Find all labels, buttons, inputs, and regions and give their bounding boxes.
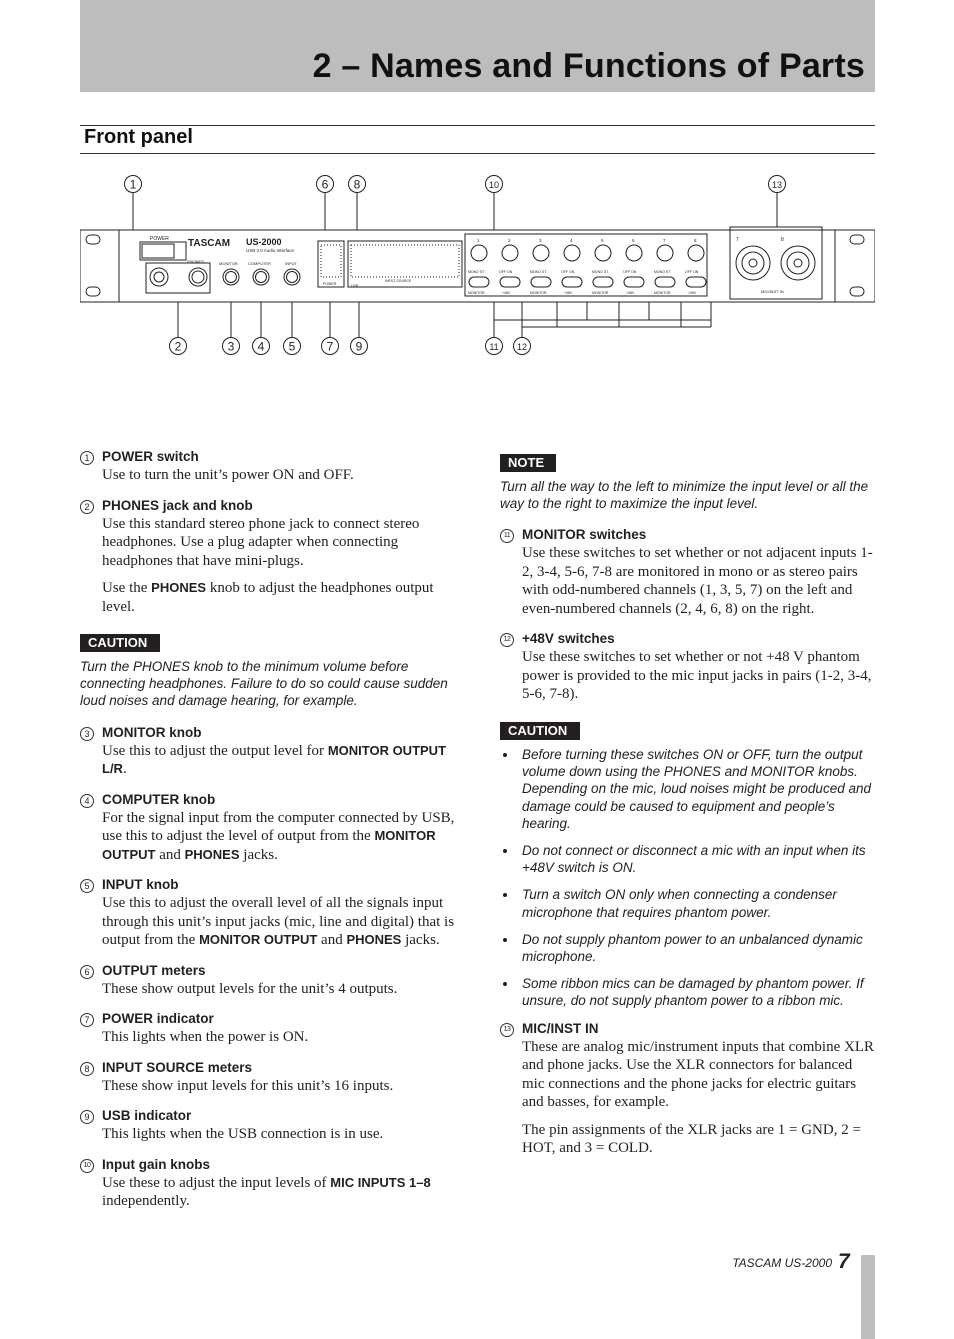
callout-6 (317, 176, 334, 193)
item-text: Use this to adjust the overall level of all the signals input through this unit’s input jacks (mic, line and digital) that is output from the MONITOR OUTPUT and PHONES jacks. (102, 895, 455, 949)
item-title: OUTPUT meters (102, 962, 206, 978)
svg-text:OFF ON: OFF ON (561, 270, 575, 274)
caution-label: CAUTION (500, 722, 580, 740)
item-number: 4 (80, 794, 94, 808)
chapter-header-bar (80, 0, 875, 92)
item-number: 13 (500, 1023, 514, 1037)
item-number: 3 (80, 727, 94, 741)
item-monitor-knob (80, 724, 465, 779)
section-rule-top (80, 125, 875, 126)
caution-box-2 (500, 716, 875, 1010)
item-monitor-switches (500, 526, 875, 618)
item-number: 12 (500, 633, 514, 647)
svg-text:MONITOR: MONITOR (468, 291, 485, 295)
item-title: PHONES jack and knob (102, 497, 253, 513)
item-text: Use this standard stereo phone jack to connect stereo headphones. Use a plug adapter when connecting headphones that have mini-plugs. (102, 515, 420, 569)
item-text: For the signal input from the computer connected by USB, use this to adjust the level of output from the MONITOR OUTPUT and PHONES jacks. (102, 809, 455, 863)
callout-1 (125, 176, 142, 193)
item-48v-switches (500, 630, 875, 704)
svg-text:7: 7 (663, 238, 666, 243)
svg-text:11: 11 (489, 342, 499, 352)
svg-text:4: 4 (570, 238, 573, 243)
svg-text:7: 7 (736, 237, 739, 243)
bullet-icon (503, 849, 507, 853)
item-power-indicator (80, 1010, 465, 1047)
item-input-knob (80, 876, 465, 950)
right-column (500, 448, 875, 1170)
item-mic-inst-in (500, 1020, 875, 1158)
svg-text:9: 9 (355, 339, 363, 354)
item-number: 11 (500, 529, 514, 543)
item-text: This lights when the power is ON. (102, 1029, 309, 1046)
svg-text:3: 3 (539, 238, 542, 243)
caution-bullet: Turn a switch ON only when connecting a condenser microphone that requires phantom power. (500, 886, 875, 920)
svg-text:MIC/INST IN: MIC/INST IN (761, 289, 784, 294)
svg-text:1: 1 (477, 238, 480, 243)
svg-text:+48V: +48V (502, 291, 511, 295)
item-title: INPUT SOURCE meters (102, 1059, 253, 1075)
svg-text:OFF ON: OFF ON (623, 270, 637, 274)
svg-text:POWER: POWER (323, 282, 337, 286)
item-title: USB indicator (102, 1108, 192, 1124)
svg-text:MONO ST: MONO ST (468, 270, 485, 274)
callout-10 (486, 176, 503, 193)
item-title: INPUT knob (102, 877, 179, 893)
svg-text:13: 13 (771, 180, 783, 190)
svg-text:USB: USB (351, 284, 359, 288)
item-title: POWER switch (102, 449, 199, 464)
svg-text:OFF ON: OFF ON (685, 270, 699, 274)
item-text: Use this to adjust the output level for MONITOR OUTPUT L/R. (102, 742, 447, 778)
callout-7 (322, 338, 339, 355)
item-computer-knob (80, 791, 465, 865)
bullet-icon (503, 893, 507, 897)
svg-text:2: 2 (508, 238, 511, 243)
svg-text:MONITOR: MONITOR (530, 291, 547, 295)
item-title: MONITOR knob (102, 724, 202, 740)
svg-text:7: 7 (326, 339, 334, 354)
item-text: These show output levels for the unit’s 4 outputs. (102, 980, 398, 997)
svg-text:6: 6 (632, 238, 635, 243)
item-title: COMPUTER knob (102, 791, 216, 807)
callout-12 (514, 338, 531, 355)
item-power-switch (80, 448, 465, 485)
note-label: NOTE (500, 454, 556, 472)
svg-text:12: 12 (516, 342, 528, 352)
callout-11 (486, 338, 503, 355)
svg-text:MONITOR: MONITOR (654, 291, 671, 295)
caution-box-1 (80, 628, 465, 710)
svg-text:INPUT: INPUT (285, 261, 297, 266)
caution-bullet-list (500, 746, 875, 1010)
svg-text:TASCAM: TASCAM (188, 238, 231, 249)
svg-text:PHONES: PHONES (187, 259, 204, 264)
svg-text:COMPUTER: COMPUTER (248, 261, 271, 266)
svg-text:2: 2 (174, 339, 182, 354)
svg-text:10: 10 (488, 180, 500, 190)
svg-text:MONO ST: MONO ST (530, 270, 547, 274)
caution-bullet: Do not connect or disconnect a mic with an input when its +48V switch is ON. (500, 842, 875, 876)
section-rule-bottom (80, 153, 875, 154)
svg-text:3: 3 (227, 339, 235, 354)
footer-brand-model: TASCAM US-2000 (732, 1256, 832, 1270)
svg-text:INPUT SOURCE: INPUT SOURCE (385, 279, 412, 283)
svg-text:5: 5 (288, 339, 296, 354)
item-text: Use to turn the unit’s power ON and OFF. (102, 467, 354, 483)
svg-text:4: 4 (257, 339, 265, 354)
callout-4 (253, 338, 270, 355)
svg-text:OFF ON: OFF ON (499, 270, 513, 274)
caution-bullet: Before turning these switches ON or OFF, turn the output volume down using the PHONES and MONITOR knobs. Depending on the mic, loud noises might be produced and damage could be caused to equipment and people’s hearing. (500, 746, 875, 832)
footer-tab-bar (861, 1255, 875, 1339)
note-text: Turn all the way to the left to minimize the input level or all the way to the right to maximize the input level. (500, 479, 869, 512)
item-input-gain-knobs (80, 1156, 465, 1211)
chapter-title: 2 – Names and Functions of Parts (312, 47, 865, 85)
svg-text:8: 8 (781, 237, 784, 243)
caution-bullet: Some ribbon mics can be damaged by phantom power. If unsure, do not supply phantom power to a ribbon mic. (500, 975, 875, 1009)
front-panel-diagram (80, 165, 875, 365)
item-title: POWER indicator (102, 1011, 214, 1027)
svg-text:POWER: POWER (150, 236, 169, 242)
item-number: 6 (80, 965, 94, 979)
page-number: 7 (838, 1250, 850, 1273)
svg-text:1: 1 (129, 177, 137, 192)
svg-text:8: 8 (694, 238, 697, 243)
svg-text:6: 6 (321, 177, 329, 192)
item-number: 8 (80, 1062, 94, 1076)
section-title: Front panel (84, 126, 193, 148)
callout-8 (349, 176, 366, 193)
item-number: 5 (80, 879, 94, 893)
item-text: This lights when the USB connection is in use. (102, 1126, 384, 1143)
callout-13 (769, 176, 786, 193)
left-column (80, 448, 465, 1223)
item-text: These are analog mic/instrument inputs that combine XLR and phone jacks. Use the XLR connectors for balanced mic connections and the phone jacks for electric guitars and basses, for example. (522, 1038, 874, 1111)
item-number: 1 (80, 451, 94, 465)
item-number: 2 (80, 500, 94, 514)
bullet-icon (503, 982, 507, 986)
svg-text:MONITOR: MONITOR (219, 261, 238, 266)
item-text: Use these switches to set whether or not +48 V phantom power is provided to the mic input jacks in pairs (1-2, 3-4, 5-6, 7-8). (522, 649, 872, 703)
caution-label: CAUTION (80, 634, 160, 652)
note-box (500, 448, 875, 512)
item-number: 9 (80, 1110, 94, 1124)
svg-text:+48V: +48V (688, 291, 697, 295)
bullet-icon (503, 938, 507, 942)
svg-text:MONITOR: MONITOR (592, 291, 609, 295)
caution-bullet: Do not supply phantom power to an unbalanced dynamic microphone. (500, 931, 875, 965)
item-input-source-meters (80, 1059, 465, 1096)
item-title: +48V switches (522, 631, 615, 647)
callout-3 (223, 338, 240, 355)
svg-text:USB 2.0 Audio Interface: USB 2.0 Audio Interface (246, 248, 295, 253)
item-text-2: Use the PHONES knob to adjust the headphones output level. (102, 580, 434, 615)
item-phones (80, 497, 465, 617)
item-title: MIC/INST IN (522, 1020, 599, 1036)
item-text: These show input levels for this unit’s 16 inputs. (102, 1077, 394, 1094)
item-text: Use these switches to set whether or not adjacent inputs 1-2, 3-4, 5-6, 7-8 are monitored in mono or as stereo pairs with odd-numbered channels (1, 3, 5, 7) on the left and even-numbered channels (2, 4, 6, 8) on the right. (522, 545, 873, 617)
svg-text:+48V: +48V (564, 291, 573, 295)
item-title: MONITOR switches (522, 527, 647, 543)
svg-text:8: 8 (353, 177, 361, 192)
svg-text:MONO ST: MONO ST (654, 270, 671, 274)
item-number: 7 (80, 1013, 94, 1027)
callout-2 (170, 338, 187, 355)
caution-text: Turn the PHONES knob to the minimum volume before connecting headphones. Failure to do so could cause sudden loud noises and damage hearing, for example. (80, 659, 448, 709)
svg-text:MONO ST: MONO ST (592, 270, 609, 274)
item-usb-indicator (80, 1107, 465, 1144)
callout-9 (351, 338, 368, 355)
item-title: Input gain knobs (102, 1156, 210, 1172)
callout-5 (284, 338, 301, 355)
item-text-2: The pin assignments of the XLR jacks are 1 = GND, 2 = HOT, and 3 = COLD. (522, 1121, 861, 1157)
item-output-meters (80, 962, 465, 999)
svg-text:5: 5 (601, 238, 604, 243)
bullet-icon (503, 753, 507, 757)
item-text: Use these to adjust the input levels of MIC INPUTS 1–8 independently. (102, 1174, 431, 1210)
svg-text:US-2000: US-2000 (246, 237, 282, 247)
svg-text:+48V: +48V (626, 291, 635, 295)
item-number: 10 (80, 1159, 94, 1173)
